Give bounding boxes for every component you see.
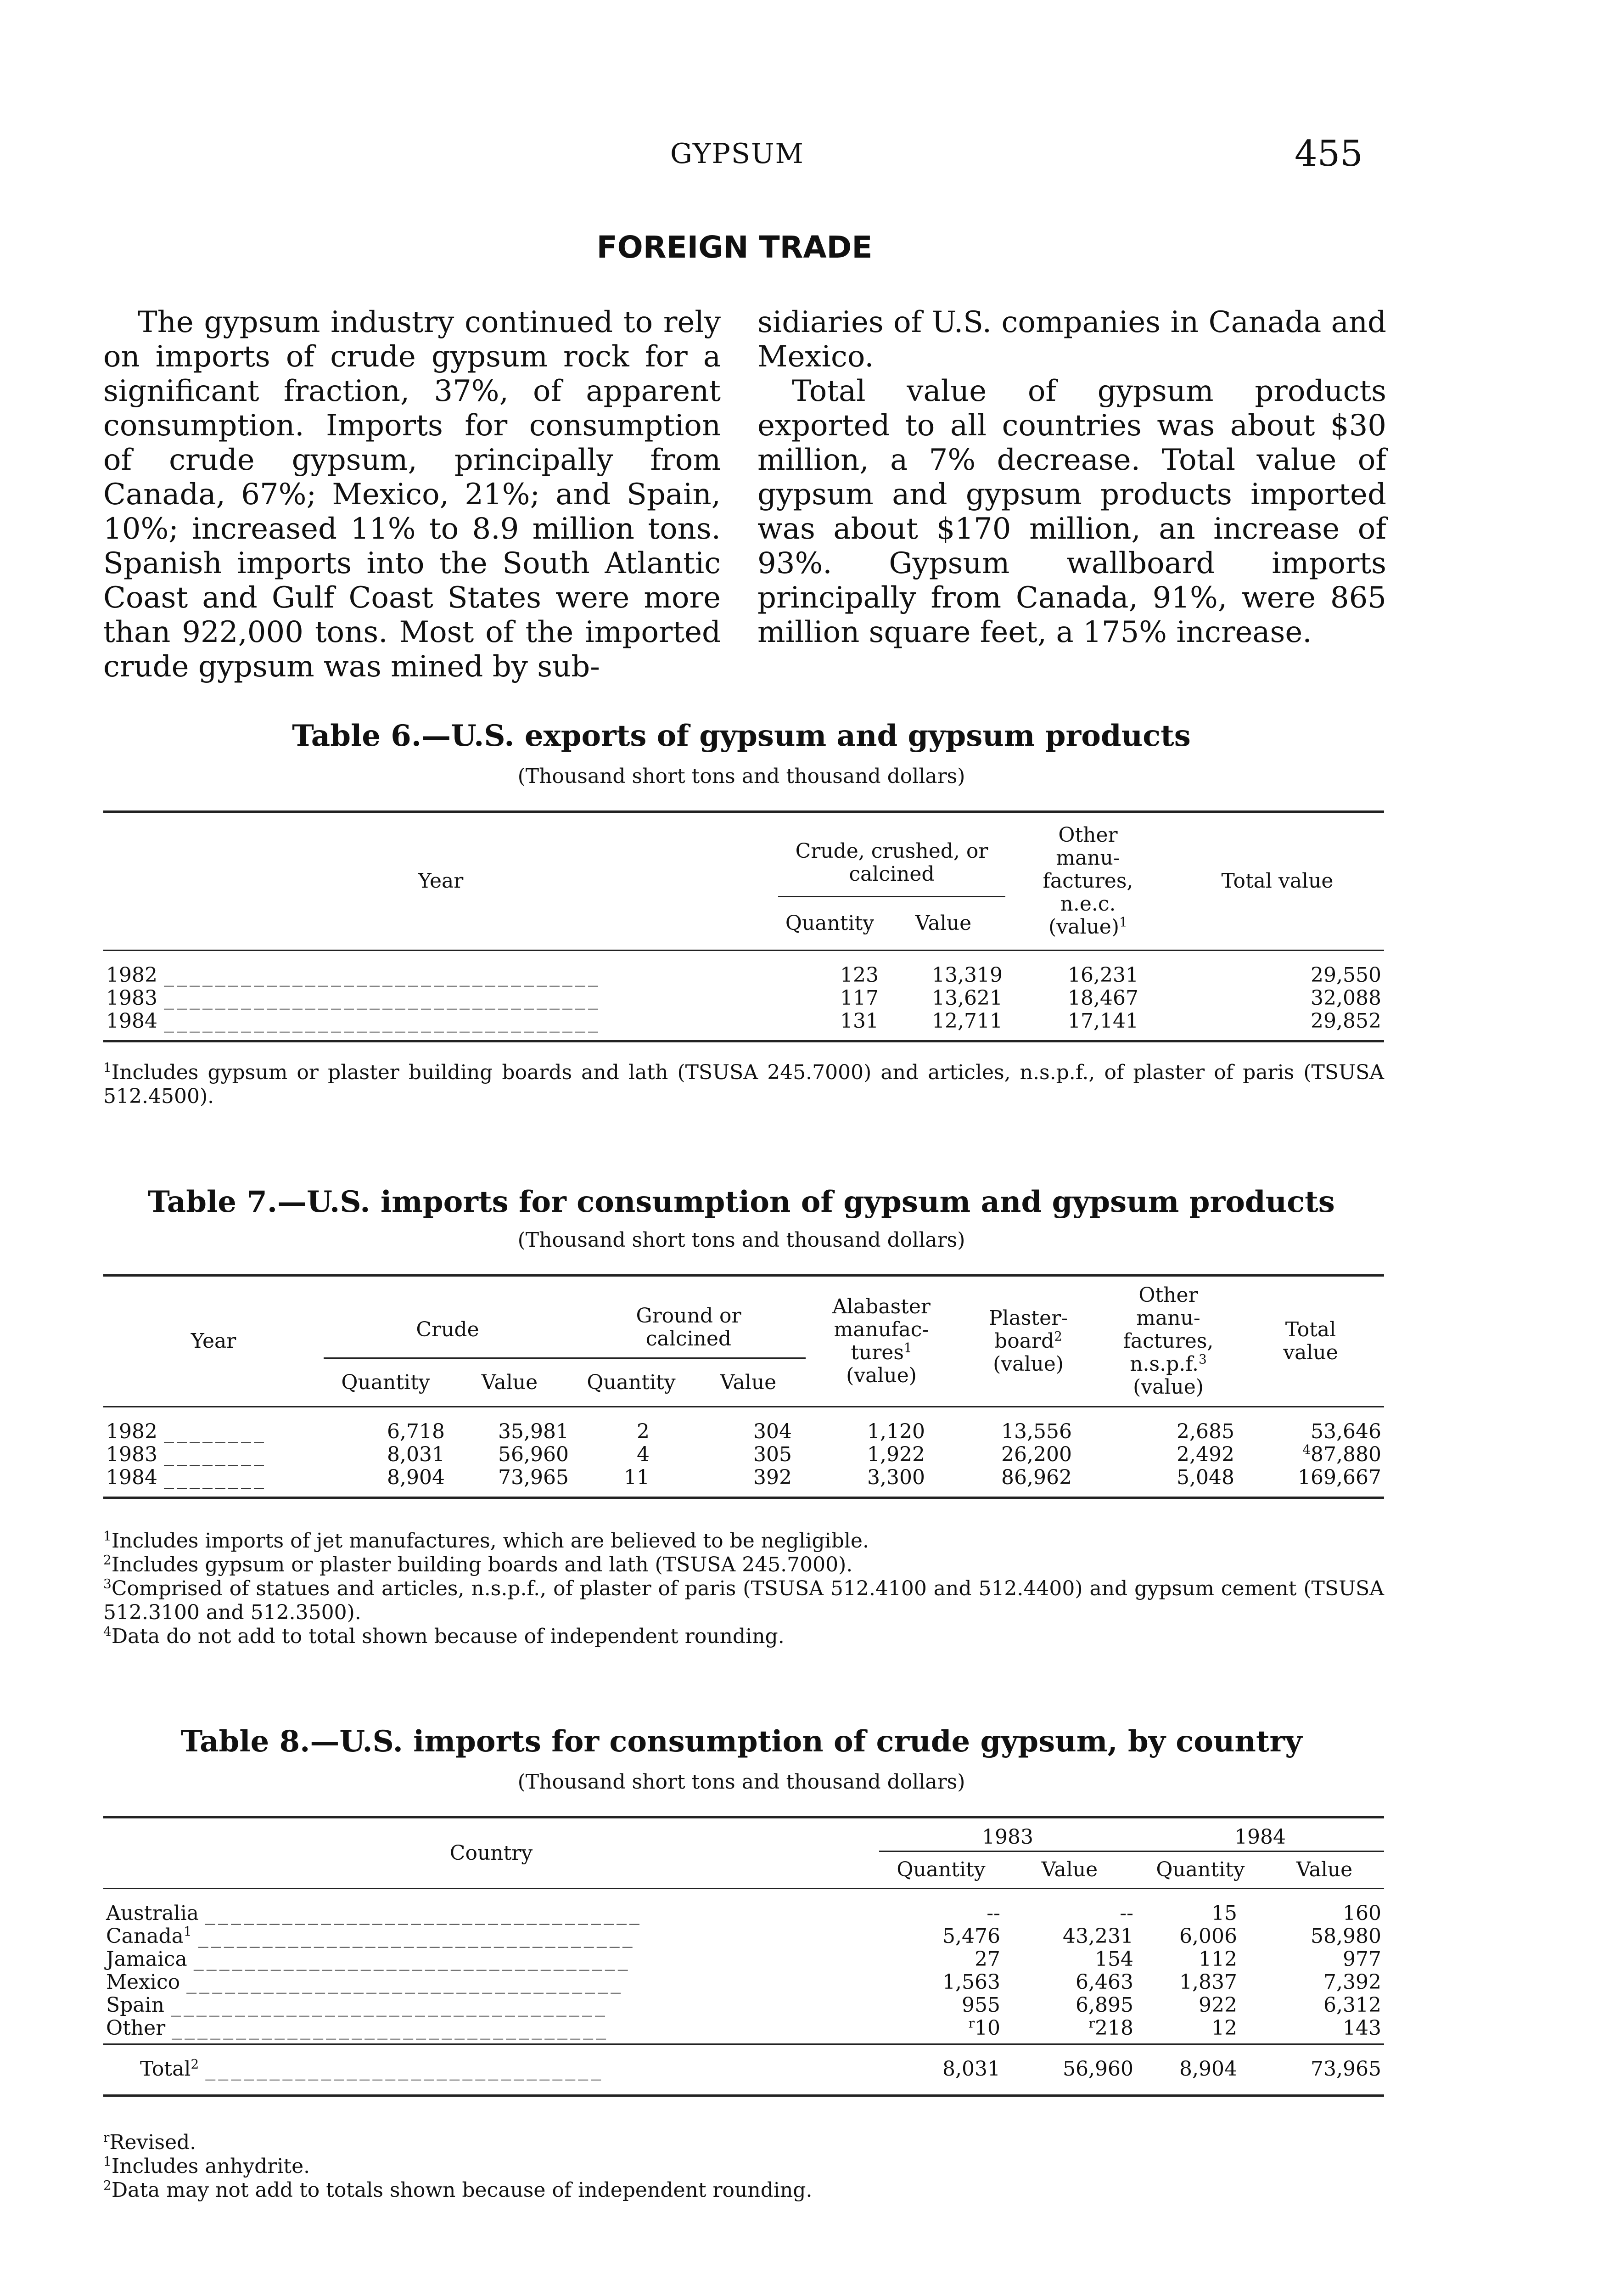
footnote-text: Includes imports of jet manufactures, which are believed to be negligible. bbox=[111, 1529, 869, 1553]
table6-cell-value: 13,319 bbox=[932, 963, 1003, 987]
table7-cell-other: 2,685 bbox=[1177, 1420, 1234, 1443]
table8-cell-1984-value: 7,392 bbox=[1323, 1970, 1381, 1994]
table7-cell-year: 1982 ________ bbox=[106, 1420, 267, 1443]
cell-value: 43,231 bbox=[1063, 1925, 1133, 1948]
footnote-mark: 1 bbox=[103, 1060, 112, 1075]
table8-cell-1984-quantity: 12 bbox=[1211, 2016, 1237, 2040]
footnote-text: Comprised of statues and articles, n.s.p.f., of plaster of paris (TSUSA 512.4100 and 512.4400) and gypsum cement (TSUSA 512.3100 and 512.3500). bbox=[103, 1577, 1384, 1624]
table7-cell-total bbox=[1237, 1443, 1384, 1466]
table7-header-plasterboard bbox=[957, 1276, 1099, 1407]
table8-cell-total-1984-quantity: 8,904 bbox=[1179, 2057, 1237, 2081]
table6-header-crude: Crude, crushed, or calcined bbox=[778, 812, 1005, 897]
table6-header-value: Value bbox=[881, 897, 1005, 951]
body-paragraph: sidiaries of U.S. companies in Canada and Mexico. bbox=[757, 305, 1386, 374]
footnote-mark: 2 bbox=[103, 2178, 112, 2193]
table-total-row bbox=[103, 2058, 1384, 2096]
table8-cell-1984-quantity: 6,006 bbox=[1179, 1925, 1237, 1948]
table8-cell-1983-quantity bbox=[879, 1948, 1003, 1971]
table8-cell-1983-quantity bbox=[879, 2017, 1003, 2044]
table8-header-1984-quantity: Quantity bbox=[1136, 1851, 1265, 1889]
table7-cell-crude-quantity: 8,904 bbox=[387, 1466, 445, 1489]
table-row bbox=[103, 1420, 1384, 1443]
table8-cell-total-1983-quantity: 8,031 bbox=[942, 2057, 1000, 2081]
footnote-mark: r bbox=[1088, 2015, 1095, 2031]
table7-header-crude-value: Value bbox=[448, 1358, 572, 1407]
table7-cell-crude-value: 35,981 bbox=[498, 1420, 569, 1443]
footnote-text: Data may not add to totals shown because of independent rounding. bbox=[111, 2178, 813, 2202]
footnote bbox=[103, 2155, 1384, 2178]
cell-value: 5,476 bbox=[942, 1925, 1000, 1948]
country-label: Australia bbox=[106, 1902, 199, 1925]
table7-header-ground: Ground or calcined bbox=[572, 1276, 806, 1358]
table8-header-1983-value: Value bbox=[1003, 1851, 1136, 1889]
footnote-mark: 1 bbox=[183, 1924, 192, 1939]
footnote bbox=[103, 2131, 1384, 2155]
body-column-left bbox=[103, 305, 721, 684]
table7-header-crude-quantity: Quantity bbox=[324, 1358, 448, 1407]
table8-cell-1983-value bbox=[1003, 1971, 1136, 1994]
header-text: Alabaster manufac- tures bbox=[832, 1295, 931, 1364]
footnote bbox=[103, 1553, 1384, 1577]
year-label: 1984 bbox=[106, 1466, 157, 1489]
year-label: 1982 bbox=[106, 963, 157, 987]
table8-header-1984: 1984 bbox=[1136, 1818, 1384, 1851]
table-row bbox=[103, 2017, 1384, 2044]
footnote-mark: 3 bbox=[103, 1576, 112, 1592]
footnote-mark: 4 bbox=[103, 1624, 112, 1639]
table8-cell-total-1983-value: 56,960 bbox=[1063, 2057, 1133, 2081]
footnote-mark: r bbox=[103, 2130, 110, 2145]
table-row bbox=[103, 1010, 1384, 1041]
cell-value: 955 bbox=[962, 1993, 1000, 2017]
page-number: 455 bbox=[1295, 133, 1363, 174]
header-unit: (value) bbox=[1133, 1375, 1204, 1399]
year-label: 1982 bbox=[106, 1420, 157, 1443]
table8-cell-1983-value bbox=[1003, 1925, 1136, 1948]
table6-cell-year: 1984 __________________________________ bbox=[106, 1009, 601, 1033]
table8-cell-1983-value bbox=[1003, 1994, 1136, 2017]
total-label: Total bbox=[140, 2057, 191, 2081]
cell-value: -- bbox=[1120, 1902, 1133, 1925]
table6-header-other-text: Other manu- factures, n.e.c. (value) bbox=[1043, 823, 1133, 939]
footnote-text: Includes gypsum or plaster building boards and lath (TSUSA 245.7000). bbox=[111, 1553, 853, 1576]
table6-header-other bbox=[1005, 812, 1171, 951]
table-row bbox=[103, 1948, 1384, 1971]
table-row bbox=[103, 1466, 1384, 1498]
table7-cell-ground-value: 392 bbox=[753, 1466, 792, 1489]
table6-subtitle: (Thousand short tons and thousand dollars) bbox=[517, 765, 965, 788]
table-row bbox=[103, 1971, 1384, 1994]
cell-value: -- bbox=[987, 1902, 1000, 1925]
table8-cell-1984-quantity: 15 bbox=[1211, 1902, 1237, 1925]
table7-cell-alabaster: 1,120 bbox=[867, 1420, 925, 1443]
table-row bbox=[103, 987, 1384, 1010]
footnote-mark: 2 bbox=[191, 2056, 199, 2072]
footnote-mark: 3 bbox=[1198, 1351, 1207, 1367]
table6-cell-year: 1982 __________________________________ bbox=[106, 963, 601, 987]
table8-cell-country: Other __________________________________ bbox=[106, 2016, 609, 2040]
table8-cell-country: Mexico __________________________________ bbox=[106, 1970, 624, 1994]
table7-cell-alabaster: 1,922 bbox=[867, 1443, 925, 1466]
table8-header-1984-value: Value bbox=[1265, 1851, 1384, 1889]
table-row bbox=[103, 1902, 1384, 1925]
table8-header-1983-quantity: Quantity bbox=[879, 1851, 1003, 1889]
table7-footnotes bbox=[103, 1529, 1384, 1649]
footnote-mark: 1 bbox=[903, 1340, 912, 1356]
table7-cell-ground-quantity: 4 bbox=[637, 1443, 650, 1466]
table7-header-year: Year bbox=[103, 1276, 324, 1407]
table6-cell-other: 18,467 bbox=[1068, 986, 1138, 1010]
table8-cell-1983-quantity bbox=[879, 1971, 1003, 1994]
table7-cell-other: 5,048 bbox=[1177, 1466, 1234, 1489]
cell-value: 6,895 bbox=[1076, 1993, 1133, 2017]
table6-cell-other: 16,231 bbox=[1068, 963, 1138, 987]
table8-cell-total-label: Total$^2$ _______________________________ bbox=[140, 2056, 604, 2081]
table7-cell-plasterboard: 13,556 bbox=[1001, 1420, 1072, 1443]
footnote-mark: 1 bbox=[103, 2154, 112, 2169]
table7-cell-other: 2,492 bbox=[1177, 1443, 1234, 1466]
table8-cell-1983-value bbox=[1003, 1902, 1136, 1925]
table7-title: Table 7.—U.S. imports for consumption of gypsum and gypsum products bbox=[148, 1185, 1335, 1219]
header-unit: (value) bbox=[846, 1364, 917, 1387]
footnote-mark: 1 bbox=[1119, 914, 1127, 930]
country-label: Canada bbox=[106, 1925, 184, 1948]
table-row bbox=[103, 964, 1384, 987]
cell-value: 154 bbox=[1095, 1947, 1133, 1971]
footnote-text: Data do not add to total shown because of independent rounding. bbox=[111, 1625, 785, 1648]
table7-cell-total bbox=[1237, 1466, 1384, 1498]
cell-value: 87,880 bbox=[1311, 1443, 1381, 1466]
body-paragraph: Total value of gypsum products exported to all countries was about $30 million, a 7% decrease. Total value of gypsum and gypsum products imported was about $170 million, an increase of 93%. Gypsum wallboard imports principally from Canada, 91%, were 865 million square feet, a 175% increase. bbox=[757, 374, 1386, 649]
table8-footnotes bbox=[103, 2131, 1384, 2202]
table7-cell-ground-quantity: 2 bbox=[637, 1420, 650, 1443]
table-row bbox=[103, 1925, 1384, 1948]
footnote-mark: 1 bbox=[103, 1528, 112, 1544]
header-text: Other manu- factures, n.s.p.f. bbox=[1123, 1283, 1214, 1376]
cell-value: 1,563 bbox=[942, 1970, 1000, 1994]
footnote-mark: 2 bbox=[1054, 1328, 1062, 1344]
table8-cell-1983-quantity bbox=[879, 1902, 1003, 1925]
table7-header-other bbox=[1099, 1276, 1237, 1407]
table6-cell-total: 29,550 bbox=[1311, 963, 1381, 987]
cell-value: 53,646 bbox=[1311, 1420, 1381, 1443]
table7-cell-plasterboard: 26,200 bbox=[1001, 1443, 1072, 1466]
table6-footnotes bbox=[103, 1061, 1384, 1109]
table7-header-ground-value: Value bbox=[691, 1358, 806, 1407]
table7-cell-crude-value: 73,965 bbox=[498, 1466, 569, 1489]
running-title: GYPSUM bbox=[670, 138, 804, 170]
country-label: Jamaica bbox=[106, 1947, 187, 1971]
table7-cell-year: 1983 ________ bbox=[106, 1443, 267, 1466]
footnote bbox=[103, 2178, 1384, 2202]
country-label: Mexico bbox=[106, 1970, 180, 1994]
table7-cell-plasterboard: 86,962 bbox=[1001, 1466, 1072, 1489]
table7-cell-year: 1984 ________ bbox=[106, 1466, 267, 1489]
table6-header-year: Year bbox=[103, 812, 778, 951]
footnote-mark: 2 bbox=[103, 1552, 112, 1568]
table8-cell-1984-value: 160 bbox=[1343, 1902, 1381, 1925]
country-label: Spain bbox=[106, 1993, 164, 2017]
table8-cell-1984-quantity: 1,837 bbox=[1179, 1970, 1237, 1994]
table8-cell-1983-quantity bbox=[879, 1994, 1003, 2017]
table6-cell-value: 12,711 bbox=[932, 1009, 1003, 1033]
table8-cell-1984-quantity: 922 bbox=[1199, 1993, 1237, 2017]
table7-cell-total bbox=[1237, 1420, 1384, 1443]
table8-title: Table 8.—U.S. imports for consumption of crude gypsum, by country bbox=[180, 1724, 1302, 1759]
table8-cell-1984-value: 6,312 bbox=[1323, 1993, 1381, 2017]
country-label: Other bbox=[106, 2016, 166, 2040]
table8-cell-1984-quantity: 112 bbox=[1199, 1947, 1237, 1971]
year-label: 1984 bbox=[106, 1009, 157, 1033]
table8-header-country: Country bbox=[103, 1818, 879, 1889]
footnote-mark: 4 bbox=[1302, 1442, 1311, 1458]
table7-header-alabaster bbox=[806, 1276, 957, 1407]
cell-value: 218 bbox=[1095, 2016, 1133, 2040]
table-row bbox=[103, 1443, 1384, 1466]
table6-cell-quantity: 123 bbox=[840, 963, 879, 987]
section-title: FOREIGN TRADE bbox=[596, 230, 873, 265]
footnote bbox=[103, 1061, 1384, 1109]
table6 bbox=[103, 810, 1384, 1042]
table6-cell-quantity: 131 bbox=[840, 1009, 879, 1033]
table8-header-1983: 1983 bbox=[879, 1818, 1136, 1851]
table8-cell-1984-value: 143 bbox=[1343, 2016, 1381, 2040]
table7-cell-ground-quantity: 11 bbox=[624, 1466, 650, 1489]
body-column-right bbox=[757, 305, 1386, 650]
table6-header-quantity: Quantity bbox=[778, 897, 881, 951]
header-text: Plaster- board bbox=[988, 1306, 1068, 1353]
table8-cell-1983-value bbox=[1003, 1948, 1136, 1971]
table8-subtitle: (Thousand short tons and thousand dollars) bbox=[517, 1770, 965, 1794]
year-label: 1983 bbox=[106, 986, 157, 1010]
table7-header-total: Total value bbox=[1237, 1276, 1384, 1407]
cell-value: 10 bbox=[975, 2016, 1000, 2040]
table-row bbox=[103, 1994, 1384, 2017]
table7-cell-crude-quantity: 6,718 bbox=[387, 1420, 445, 1443]
footnote-text: Includes anhydrite. bbox=[111, 2155, 310, 2178]
table7-cell-crude-quantity: 8,031 bbox=[387, 1443, 445, 1466]
table7-cell-crude-value: 56,960 bbox=[498, 1443, 569, 1466]
footnote-text: Revised. bbox=[109, 2131, 196, 2154]
body-paragraph: The gypsum industry continued to rely on imports of crude gypsum rock for a significant fraction, 37%, of apparent consumption. Imports for consumption of crude gypsum, principally from Canada, 67%; Mexico, 21%; and Spain, 10%; increased 11% to 8.9 million tons. Spanish imports into the South Atlantic Coast and Gulf Coast States were more than 922,000 tons. Most of the imported crude gypsum was mined by sub- bbox=[103, 305, 721, 684]
table8-cell-country: Canada$^1$ __________________________________ bbox=[106, 1924, 635, 1948]
table8-cell-country: Jamaica __________________________________ bbox=[106, 1947, 631, 1971]
table6-header-total: Total value bbox=[1171, 812, 1384, 951]
footnote-text: Includes gypsum or plaster building boards and lath (TSUSA 245.7000) and articles, n.s.p.f., of plaster of paris (TSUSA 512.4500). bbox=[103, 1061, 1384, 1108]
footnote bbox=[103, 1625, 1384, 1649]
footnote-mark: r bbox=[968, 2015, 975, 2031]
table8-cell-country: Spain __________________________________ bbox=[106, 1993, 608, 2017]
table8-cell-1984-value: 58,980 bbox=[1311, 1925, 1381, 1948]
table6-title: Table 6.—U.S. exports of gypsum and gypsum products bbox=[292, 719, 1191, 753]
table8 bbox=[103, 1816, 1384, 2097]
table7-subtitle: (Thousand short tons and thousand dollars) bbox=[517, 1228, 965, 1252]
table8-cell-country: Australia __________________________________ bbox=[106, 1902, 643, 1925]
year-label: 1983 bbox=[106, 1443, 157, 1466]
header-unit: (value) bbox=[993, 1352, 1064, 1376]
footnote bbox=[103, 1577, 1384, 1625]
table7-header-ground-quantity: Quantity bbox=[572, 1358, 691, 1407]
table6-cell-year: 1983 __________________________________ bbox=[106, 986, 601, 1010]
table6-cell-total: 29,852 bbox=[1311, 1009, 1381, 1033]
cell-value: 169,667 bbox=[1298, 1466, 1381, 1489]
table8-cell-total-1984-value: 73,965 bbox=[1311, 2057, 1381, 2081]
table7-cell-alabaster: 3,300 bbox=[867, 1466, 925, 1489]
table6-cell-value: 13,621 bbox=[932, 986, 1003, 1010]
table6-cell-other: 17,141 bbox=[1068, 1009, 1138, 1033]
footnote bbox=[103, 1529, 1384, 1553]
table7 bbox=[103, 1274, 1384, 1499]
table8-cell-1983-quantity bbox=[879, 1925, 1003, 1948]
table7-cell-ground-value: 305 bbox=[753, 1443, 792, 1466]
table7-cell-ground-value: 304 bbox=[753, 1420, 792, 1443]
table6-cell-total: 32,088 bbox=[1311, 986, 1381, 1010]
table7-header-crude: Crude bbox=[324, 1276, 572, 1358]
table8-cell-1984-value: 977 bbox=[1343, 1947, 1381, 1971]
table8-cell-1983-value bbox=[1003, 2017, 1136, 2044]
cell-value: 27 bbox=[975, 1947, 1000, 1971]
cell-value: 6,463 bbox=[1076, 1970, 1133, 1994]
table6-cell-quantity: 117 bbox=[840, 986, 879, 1010]
